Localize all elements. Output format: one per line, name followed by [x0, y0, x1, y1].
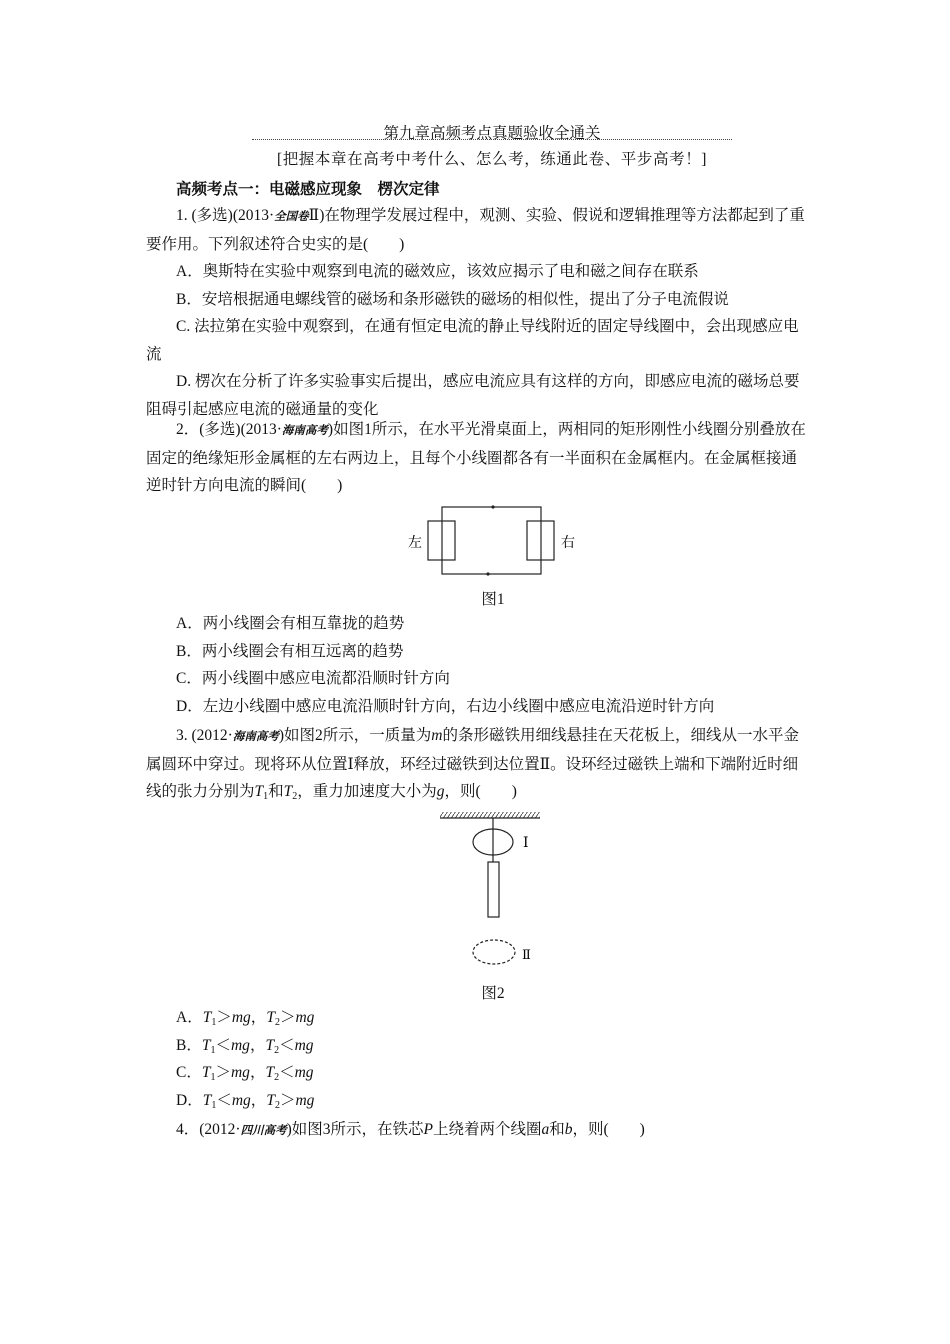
- question-3: [146, 722, 808, 806]
- right-label: 右: [561, 536, 575, 551]
- bar-magnet: [488, 862, 499, 917]
- question-4-stem: 4．(2012·四川高考)如图3所示，在铁芯P上绕着两个线圈a和b，则( ): [176, 1121, 645, 1138]
- option-d: D．左边小线圈中感应电流沿顺时针方向，右边小线圈中感应电流沿逆时针方向: [176, 697, 715, 715]
- option-b: B．$T_1<mg$，$T_2<mg$: [176, 1036, 314, 1056]
- figure-2-diagram: [430, 808, 550, 974]
- question-2-options: [146, 610, 808, 720]
- option-c: C．$T_1>mg$，$T_2<mg$: [176, 1064, 314, 1083]
- question-2-stem: 2．(多选)(2013·海南高考)如图1所示，在水平光滑桌面上，两相同的矩形刚性小线圈分别叠放在固定的绝缘矩形金属框的左右两边上，且每个小线圈都各有一半面积在金属框内。在金属框接通逆时针方向电流的瞬间( ): [146, 421, 806, 494]
- option-c: C．两小线圈中感应电流都沿顺时针方向: [176, 670, 450, 687]
- ring-position-2: [473, 940, 515, 964]
- option-a: A．奥斯特在实验中观察到电流的磁效应，该效应揭示了电和磁之间存在联系: [176, 263, 699, 280]
- question-1-stem: 1. (多选)(2013·全国卷Ⅱ)在物理学发展过程中，观测、实验、假说和逻辑推理等方法都起到了重要作用。下列叙述符合史实的是( ): [146, 207, 805, 253]
- option-d: D. 楞次在分析了许多实验事实后提出，感应电流应具有这样的方向，即感应电流的磁场总要阻碍引起感应电流的磁通量的变化: [146, 373, 800, 418]
- figure-1-diagram: [400, 500, 590, 584]
- metal-frame: [442, 507, 541, 574]
- question-3-stem: 3. (2012·海南高考)如图2所示，一质量为m的条形磁铁用细线悬挂在天花板上，细线从一水平金属圆环中穿过。现将环从位置Ⅰ释放，环经过磁铁到达位置Ⅱ。设环经过磁铁上端和下端附近时细线的张力分别为$T_1$和$T_2$，重力加速度大小为g，则( ): [146, 727, 799, 802]
- figure-1-caption: 图1: [481, 591, 505, 608]
- label-position-1: Ⅰ: [523, 836, 529, 851]
- source-tag: 海南高考: [281, 423, 328, 437]
- option-c: C. 法拉第在实验中观察到，在通有恒定电流的静止导线附近的固定导线圈中，会出现感应电流: [146, 318, 799, 363]
- question-2: [146, 416, 808, 500]
- page-title: 第九章高频考点真题验收全通关: [383, 125, 601, 142]
- frame-terminal-bottom: [486, 572, 489, 575]
- option-a: A．$T_1>mg$，$T_2>mg$: [176, 1009, 315, 1028]
- question-4: [146, 1116, 808, 1145]
- figure-2-caption: 图2: [481, 985, 505, 1002]
- question-3-options: [146, 1004, 808, 1114]
- label-position-2: Ⅱ: [522, 947, 531, 962]
- section-heading: 高频考点一：电磁感应现象 楞次定律: [176, 181, 440, 198]
- option-a: A．两小线圈会有相互靠拢的趋势: [176, 615, 405, 632]
- option-b: B．安培根据通电螺线管的磁场和条形磁铁的磁场的相似性，提出了分子电流假说: [176, 290, 729, 308]
- source-tag: 四川高考: [240, 1123, 287, 1137]
- title-underline: [252, 139, 732, 140]
- source-tag: 海南高考: [232, 729, 279, 743]
- option-d: D．$T_1<mg$，$T_2>mg$: [176, 1091, 315, 1111]
- question-1: [146, 202, 808, 423]
- option-b: B．两小线圈会有相互远离的趋势: [176, 642, 404, 660]
- ceiling: [440, 812, 540, 818]
- frame-terminal-top: [491, 505, 494, 508]
- page-subtitle: [把握本章在高考中考什么、怎么考，练通此卷、平步高考！]: [276, 151, 708, 168]
- source-tag: 全国卷: [274, 209, 309, 223]
- left-label: 左: [408, 536, 422, 551]
